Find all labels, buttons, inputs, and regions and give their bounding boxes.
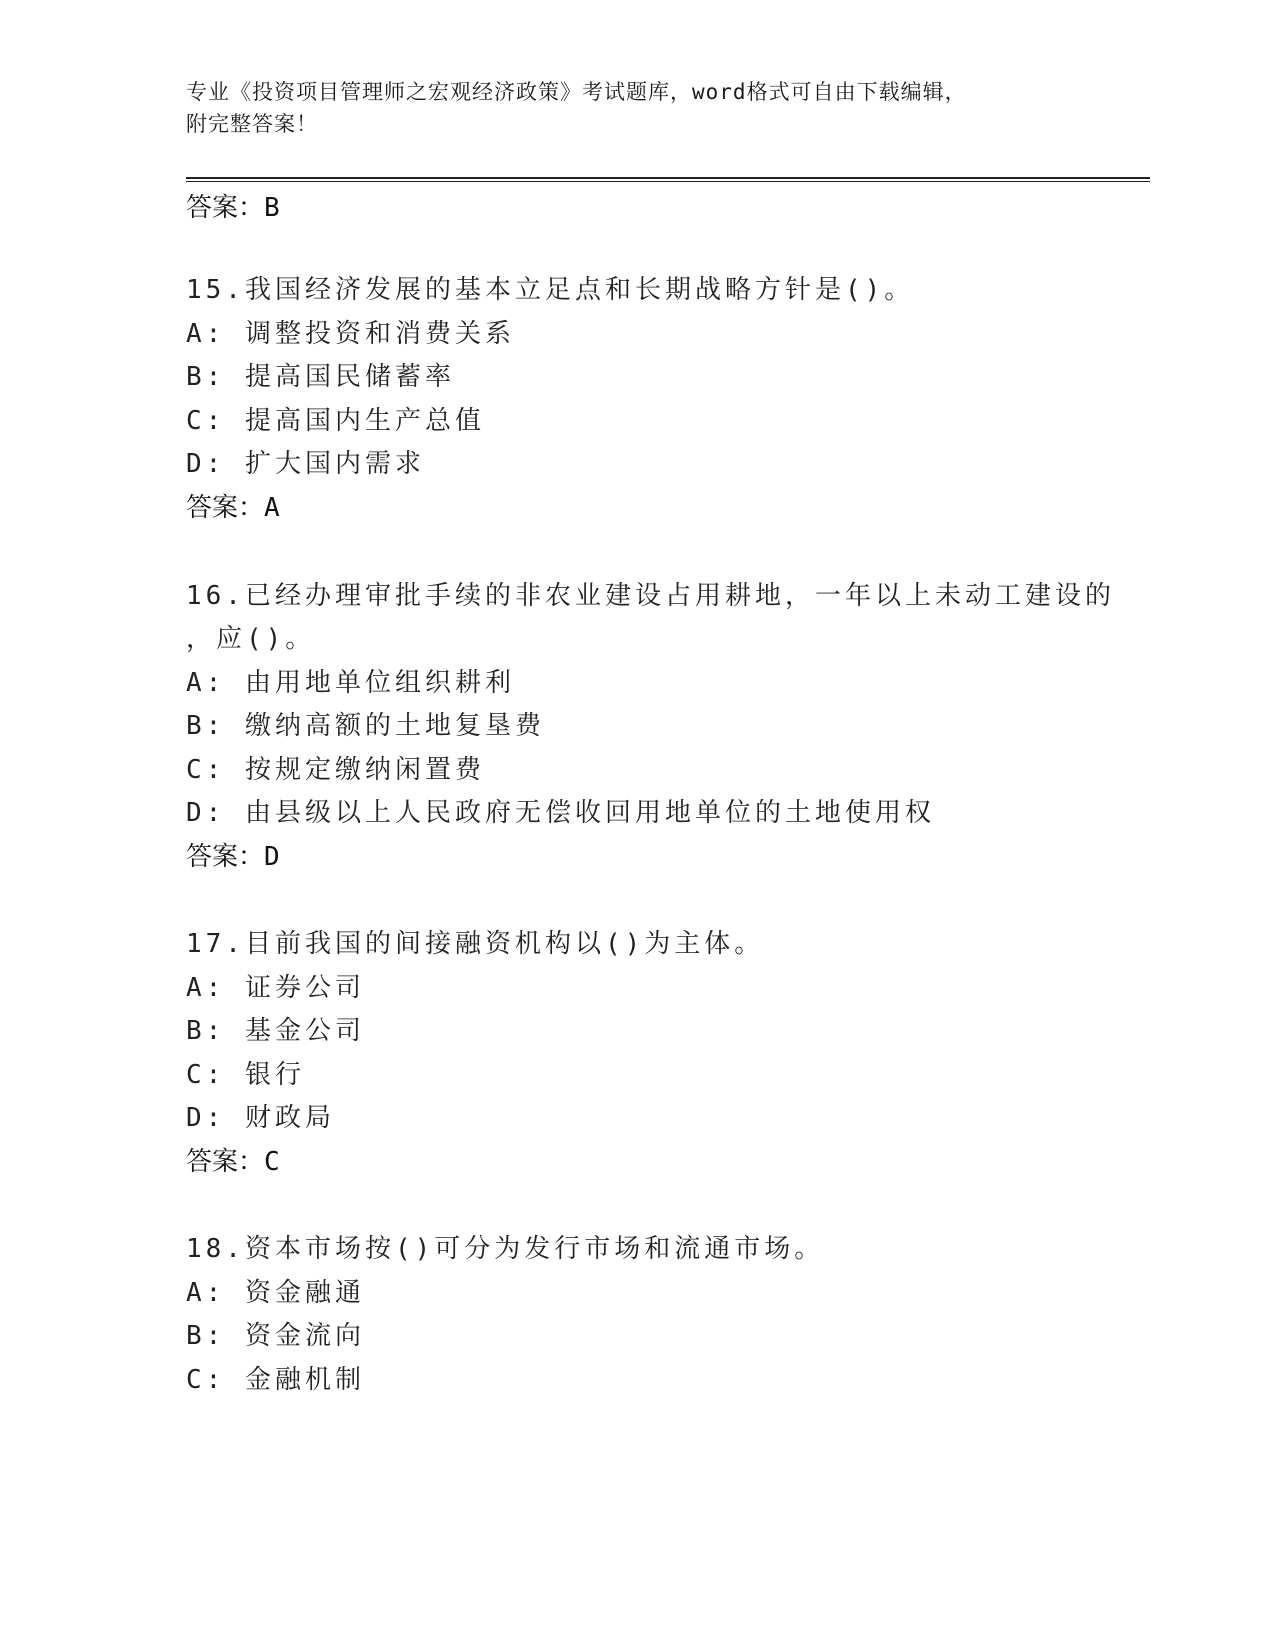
answer-line xyxy=(186,842,280,872)
question-stem: 15.我国经济发展的基本立足点和长期战略方针是()。 xyxy=(186,275,915,305)
option-c: C: 提高国内生产总值 xyxy=(186,406,485,436)
option-a: A: 证券公司 xyxy=(186,973,365,1003)
answer-line xyxy=(186,193,280,223)
question-stem-continued: ，应()。 xyxy=(186,624,316,654)
option-b: B: 基金公司 xyxy=(186,1016,365,1046)
answer-value: C xyxy=(264,1147,280,1177)
answer-line xyxy=(186,1147,280,1177)
option-d: D: 财政局 xyxy=(186,1103,335,1133)
answer-label: 答案： xyxy=(186,193,265,223)
option-b: B: 缴纳高额的土地复垦费 xyxy=(186,711,545,741)
option-d: D: 由县级以上人民政府无偿收回用地单位的土地使用权 xyxy=(186,798,935,828)
option-a: A: 资金融通 xyxy=(186,1278,365,1308)
option-d: D: 扩大国内需求 xyxy=(186,449,425,479)
header-rule-thin xyxy=(186,181,1150,182)
document-header xyxy=(186,76,1066,140)
answer-value: D xyxy=(264,842,280,872)
option-a: A: 调整投资和消费关系 xyxy=(186,319,515,349)
answer-line xyxy=(186,493,280,523)
question-stem: 16.已经办理审批手续的非农业建设占用耕地，一年以上未动工建设的 xyxy=(186,581,1115,611)
option-b: B: 资金流向 xyxy=(186,1321,365,1351)
option-c: C: 金融机制 xyxy=(186,1365,365,1395)
question-stem: 18.资本市场按()可分为发行市场和流通市场。 xyxy=(186,1234,825,1264)
option-b: B: 提高国民储蓄率 xyxy=(186,362,455,392)
answer-label: 答案： xyxy=(186,842,265,872)
option-c: C: 银行 xyxy=(186,1060,305,1090)
option-a: A: 由用地单位组织耕利 xyxy=(186,668,515,698)
answer-value: B xyxy=(264,193,280,223)
header-line-2: 附完整答案！ xyxy=(186,112,318,136)
question-stem: 17.目前我国的间接融资机构以()为主体。 xyxy=(186,929,765,959)
answer-label: 答案： xyxy=(186,1147,265,1177)
option-c: C: 按规定缴纳闲置费 xyxy=(186,755,485,785)
answer-value: A xyxy=(264,493,280,523)
answer-label: 答案： xyxy=(186,493,265,523)
header-line-1: 专业《投资项目管理师之宏观经济政策》考试题库，word格式可自由下载编辑， xyxy=(186,80,967,104)
header-rule-thick xyxy=(186,177,1150,179)
